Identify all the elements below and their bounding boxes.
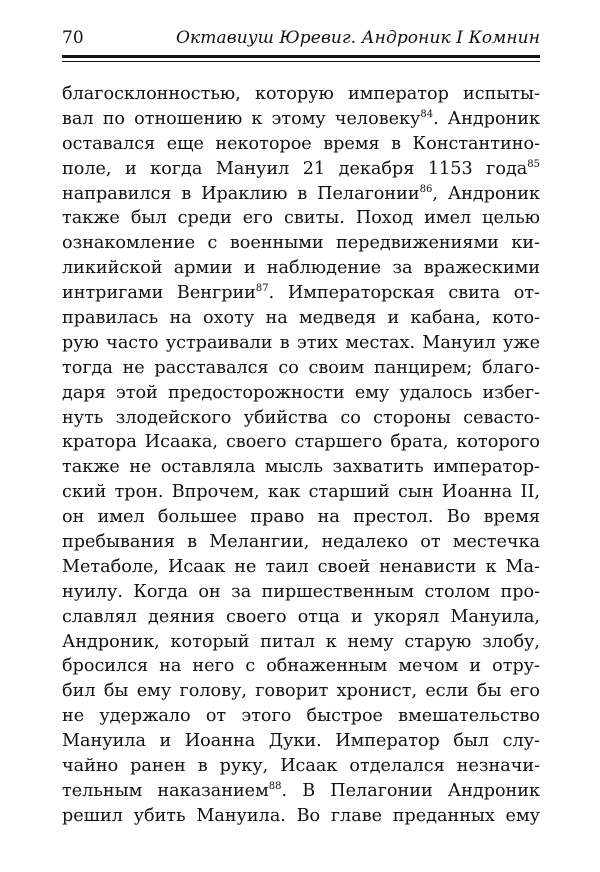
line-text: не удержало от этого быстрое вмешательство <box>62 706 540 727</box>
line-text: чайно ранен в руку, Исаак отделался незначи- <box>62 756 540 777</box>
footnote-ref: 85 <box>527 158 540 170</box>
footnote-ref: 88 <box>268 781 282 793</box>
line-text: благосклонностью, которую император испыты- <box>62 84 540 104</box>
line-text: также был среди его свиты. Поход имел целью <box>62 208 540 229</box>
line-text: рую часто устраивали в этих местах. Мануил уже <box>62 332 540 353</box>
line-text: славлял деяния своего отца и укорял Мануила, <box>62 606 540 627</box>
line-text: правилась на охоту на медведя и кабана, кото- <box>62 308 540 329</box>
text-line <box>62 555 540 580</box>
text-line <box>62 306 540 331</box>
line-text: бил бы ему голову, говорит хронист, если бы его <box>62 681 540 702</box>
text-line <box>62 754 540 779</box>
line-text: ознакомление с военными передвижениями ки- <box>62 233 540 254</box>
line-text-after-footnote: . В Пелагонии Андроник <box>281 780 540 801</box>
text-line <box>62 530 540 555</box>
footnote-ref: 84 <box>420 109 434 121</box>
footnote-ref: 87 <box>255 283 269 295</box>
text-line <box>62 107 540 132</box>
line-text: пребывания в Мелангии, недалеко от местечка <box>62 532 540 553</box>
text-line <box>62 430 540 455</box>
text-line <box>62 455 540 480</box>
text-line <box>62 281 540 306</box>
line-text-after-footnote: , Андроник <box>432 183 541 204</box>
body-text <box>62 82 540 829</box>
page-number: 70 <box>62 28 84 48</box>
text-line <box>62 157 540 182</box>
text-line <box>62 679 540 704</box>
footnote-ref: 86 <box>419 183 433 195</box>
line-text: Метаболе, Исаак не таил своей ненависти к Ма- <box>62 556 540 577</box>
line-text: тельным наказанием <box>62 780 269 801</box>
line-text: он имел большее право на престол. Во время <box>62 507 540 528</box>
line-text: вал по отношению к этому человеку <box>62 108 421 129</box>
line-text: даря этой предосторожности ему удалось избег- <box>62 382 540 403</box>
line-text: направился в Ираклию в Пелагонии <box>62 183 420 204</box>
header-rule-thin <box>62 61 540 62</box>
line-text: решил убить Мануила. Во главе преданных ему <box>62 805 540 826</box>
line-text: поле, и когда Мануил 21 декабря 1153 года <box>62 158 528 179</box>
text-line <box>62 256 540 281</box>
text-line <box>62 231 540 256</box>
text-line <box>62 132 540 157</box>
text-line <box>62 729 540 754</box>
line-text-after-footnote: . Андроник <box>433 108 540 129</box>
line-text: тогда не расставался со своим панцирем; благо- <box>62 357 540 378</box>
line-text: кратора Исаака, своего старшего брата, которого <box>62 432 540 453</box>
line-text: нуть злодейского убийства со стороны севасто- <box>62 407 540 428</box>
line-text: ликийской армии и наблюдение за вражескими <box>62 258 540 279</box>
text-line <box>62 704 540 729</box>
running-header <box>62 28 540 50</box>
text-line <box>62 779 540 804</box>
line-text: ский трон. Впрочем, как старший сын Иоанна II, <box>62 482 540 503</box>
text-line <box>62 654 540 679</box>
text-line <box>62 605 540 630</box>
text-line <box>62 82 540 107</box>
line-text-after-footnote: . Императорская свита от- <box>268 283 540 304</box>
line-text: Мануила и Иоанна Дуки. Император был слу- <box>62 731 540 752</box>
line-text: нуилу. Когда он за пиршественным столом про- <box>62 581 540 602</box>
header-rule-thick <box>62 55 540 58</box>
text-line <box>62 406 540 431</box>
line-text: Андроник, который питал к нему старую злобу, <box>62 631 540 652</box>
line-text: интригами Венгрии <box>62 283 256 304</box>
text-line <box>62 206 540 231</box>
text-line <box>62 804 540 829</box>
text-line <box>62 331 540 356</box>
text-line <box>62 381 540 406</box>
text-line <box>62 182 540 207</box>
running-title: Октавиуш Юревиг. Андроник I Комнин <box>175 28 540 48</box>
text-line <box>62 630 540 655</box>
line-text: также не оставляла мысль захватить император- <box>62 457 540 478</box>
line-text: оставался еще некоторое время в Константино- <box>62 133 540 154</box>
line-text: бросился на него с обнаженным мечом и отру- <box>62 656 540 677</box>
text-line <box>62 480 540 505</box>
text-line <box>62 580 540 605</box>
text-line <box>62 505 540 530</box>
text-line <box>62 356 540 381</box>
